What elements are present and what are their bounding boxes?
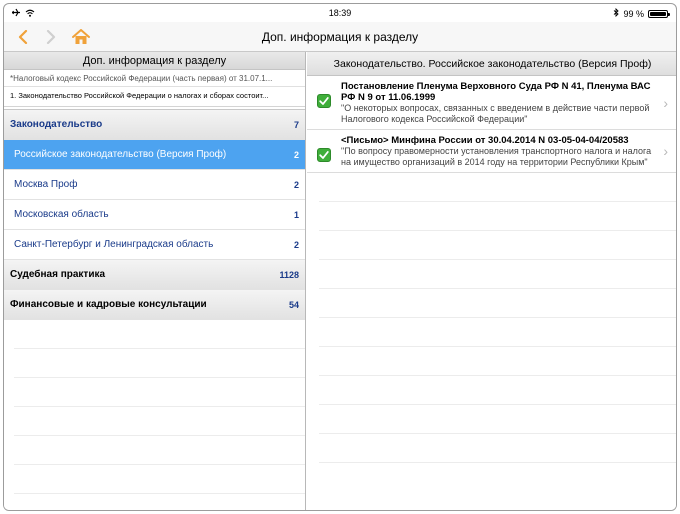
right-pane <box>307 52 677 511</box>
app-frame <box>3 3 677 511</box>
document-section[interactable]: 1. Законодательство Российской Федерации о налогах и сборах состоит... <box>4 87 305 107</box>
check-document-icon <box>317 148 331 162</box>
empty-row <box>319 347 677 376</box>
list-item-count: 2 <box>293 149 299 160</box>
empty-row <box>14 436 305 465</box>
navigation-bar <box>4 22 676 52</box>
empty-row <box>319 434 677 463</box>
group-item-consultations[interactable] <box>4 290 305 320</box>
document-description: "По вопросу правомерности установления транспортного налога и налога на имущество организаций в 2014 году на территории Республики Крым" <box>341 146 652 167</box>
empty-row <box>319 202 677 231</box>
group-item-count: 1128 <box>279 269 299 280</box>
empty-row <box>319 376 677 405</box>
status-right <box>613 8 668 19</box>
left-pane <box>4 52 306 511</box>
empty-row <box>14 465 305 494</box>
chevron-right-icon: › <box>663 143 668 159</box>
chevron-right-icon: › <box>663 94 668 111</box>
group-item-label: Финансовые и кадровые консультации <box>10 299 207 310</box>
document-item[interactable] <box>307 130 677 173</box>
document-description: "О некоторых вопросах, связанных с введением в действие части первой Налогового кодекса Российской Федерации" <box>341 103 650 124</box>
list-item-count: 2 <box>293 179 299 190</box>
status-time: 18:39 <box>328 8 352 18</box>
battery-icon <box>648 10 668 18</box>
status-bar <box>4 4 676 22</box>
check-document-icon <box>317 94 331 108</box>
battery-percent: 99 % <box>623 8 644 19</box>
group-item-court-practice[interactable] <box>4 260 305 290</box>
group-item-count: 7 <box>293 119 299 130</box>
empty-row <box>14 378 305 407</box>
empty-row <box>319 318 677 347</box>
left-pane-header <box>4 52 305 110</box>
list-item-label: Российское законодательство (Версия Проф) <box>14 149 227 160</box>
empty-row <box>319 173 677 202</box>
group-item-label: Судебная практика <box>10 269 106 280</box>
empty-row <box>319 405 677 434</box>
document-subtitle[interactable]: *Налоговый кодекс Российской Федерации (часть первая) от 31.07.1... <box>4 70 305 87</box>
page-title: Доп. информация к разделу <box>261 30 419 44</box>
list-item-spb[interactable] <box>4 230 305 260</box>
list-item-count: 2 <box>293 239 299 250</box>
empty-row <box>319 260 677 289</box>
right-pane-title: Законодательство. Российское законодательство (Версия Проф) <box>307 52 677 76</box>
empty-row <box>14 320 305 349</box>
list-item-russian-legislation[interactable] <box>4 140 305 170</box>
group-item-legislation[interactable] <box>4 110 305 140</box>
empty-row <box>319 289 677 318</box>
list-item-label: Москва Проф <box>14 179 78 190</box>
empty-row <box>14 407 305 436</box>
list-item-count: 1 <box>293 209 299 220</box>
document-title: Постановление Пленума Верховного Суда РФ N 41, Пленума ВАС РФ N 9 от 11.06.1999 <box>341 81 651 103</box>
list-item-label: Московская область <box>14 209 109 220</box>
group-item-label: Законодательство <box>10 119 103 130</box>
empty-row <box>14 349 305 378</box>
empty-row <box>319 231 677 260</box>
left-pane-title: Доп. информация к разделу <box>4 52 305 70</box>
document-item[interactable] <box>307 76 677 130</box>
list-item-label: Санкт-Петербург и Ленинградская область <box>14 239 214 250</box>
list-item-moscow-region[interactable] <box>4 200 305 230</box>
bluetooth-icon <box>613 8 619 19</box>
document-title: <Письмо> Минфина России от 30.04.2014 N 03-05-04-04/20583 <box>341 135 629 146</box>
group-item-count: 54 <box>288 299 299 310</box>
list-item-moscow[interactable] <box>4 170 305 200</box>
